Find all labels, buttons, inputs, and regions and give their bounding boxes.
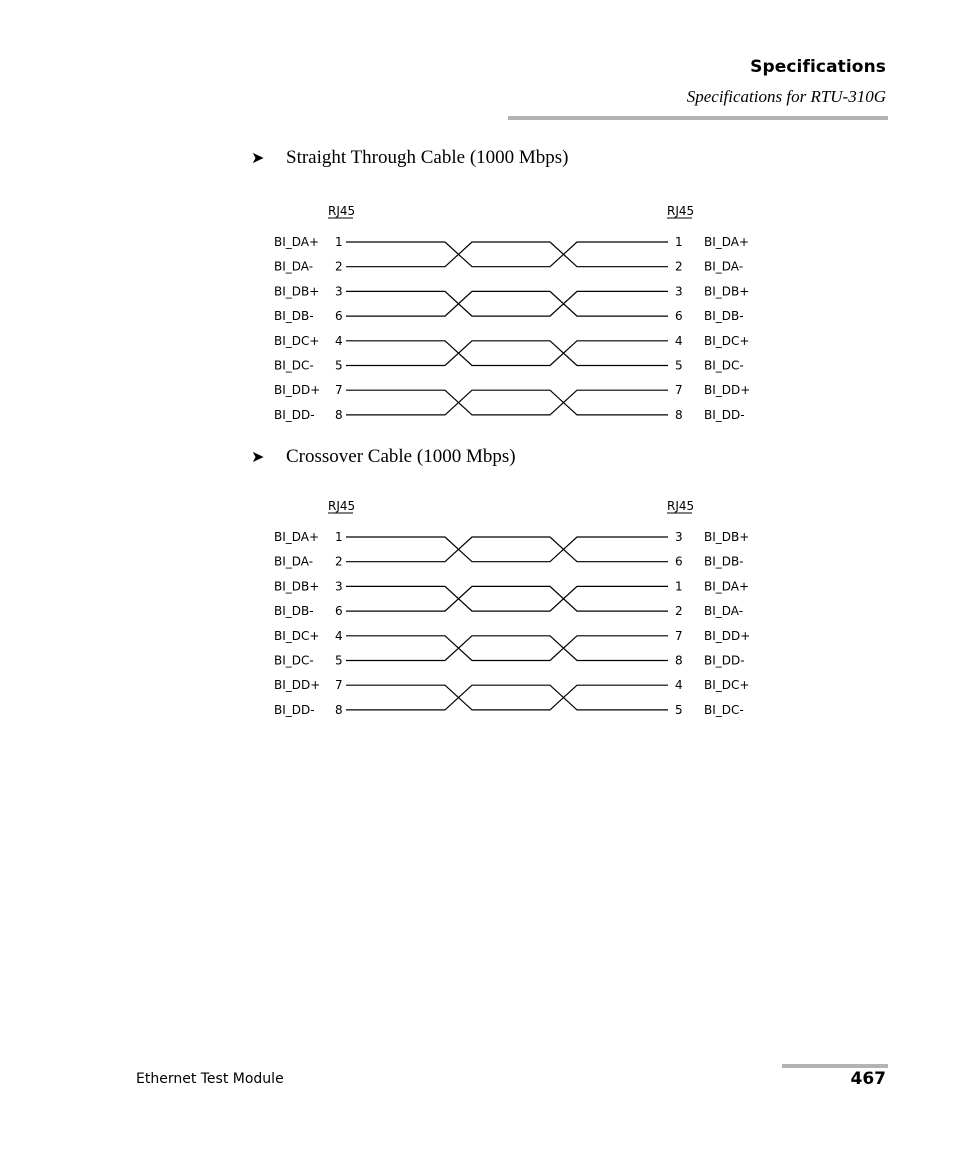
left-pin-number: 4 bbox=[335, 333, 343, 348]
twisted-pair-wire bbox=[346, 537, 668, 562]
right-pin-number: 7 bbox=[675, 383, 683, 398]
twisted-pair-wire bbox=[346, 586, 668, 611]
right-signal-label: BI_DC- bbox=[704, 358, 744, 373]
page-number: 467 bbox=[850, 1069, 886, 1089]
right-signal-label: BI_DA+ bbox=[704, 579, 750, 594]
page-header-subtitle: Specifications for RTU-310G bbox=[686, 87, 886, 106]
right-pin-number: 3 bbox=[675, 284, 683, 299]
right-signal-label: BI_DD- bbox=[704, 407, 745, 422]
right-signal-label: BI_DB+ bbox=[704, 530, 750, 544]
right-pin-number: 8 bbox=[675, 407, 683, 422]
straight-through-wiring-diagram bbox=[0, 198, 954, 433]
arrow-bullet-icon: ➤ bbox=[251, 150, 265, 167]
right-signal-label: BI_DB+ bbox=[704, 284, 750, 299]
left-pin-number: 6 bbox=[335, 309, 343, 324]
right-signal-label: BI_DA+ bbox=[704, 235, 750, 249]
left-pin-number: 1 bbox=[335, 235, 343, 249]
left-pin-number: 1 bbox=[335, 530, 343, 544]
right-signal-label: BI_DD+ bbox=[704, 628, 751, 643]
arrow-bullet-icon: ➤ bbox=[251, 449, 265, 466]
footer-divider bbox=[782, 1064, 888, 1068]
left-connector-label: RJ45 bbox=[328, 204, 356, 218]
left-signal-label: BI_DD- bbox=[274, 702, 315, 717]
twisted-pair-wire bbox=[346, 586, 668, 611]
left-pin-number: 8 bbox=[335, 702, 343, 717]
twisted-pair-wire bbox=[346, 341, 668, 366]
left-signal-label: BI_DC- bbox=[274, 358, 314, 373]
twisted-pair-wire bbox=[346, 537, 668, 562]
right-connector-label: RJ45 bbox=[667, 204, 695, 218]
right-pin-number: 6 bbox=[675, 309, 683, 324]
right-signal-label: BI_DD+ bbox=[704, 383, 751, 398]
left-pin-number: 7 bbox=[335, 678, 343, 693]
twisted-pair-wire bbox=[346, 242, 668, 267]
right-connector-label: RJ45 bbox=[667, 499, 695, 513]
crossover-wiring-diagram bbox=[0, 493, 954, 728]
left-signal-label: BI_DB+ bbox=[274, 579, 320, 594]
left-signal-label: BI_DD+ bbox=[274, 678, 321, 693]
left-signal-label: BI_DD+ bbox=[274, 383, 321, 398]
page-header-title: Specifications bbox=[750, 57, 886, 77]
left-pin-number: 3 bbox=[335, 284, 343, 299]
twisted-pair-wire bbox=[346, 390, 668, 415]
twisted-pair-wire bbox=[346, 291, 668, 316]
right-signal-label: BI_DA- bbox=[704, 604, 744, 619]
right-pin-number: 4 bbox=[675, 678, 683, 693]
right-pin-number: 4 bbox=[675, 333, 683, 348]
twisted-pair-wire bbox=[346, 291, 668, 316]
section-heading-text: Crossover Cable (1000 Mbps) bbox=[286, 446, 516, 467]
left-pin-number: 5 bbox=[335, 358, 343, 373]
left-pin-number: 7 bbox=[335, 383, 343, 398]
twisted-pair-wire bbox=[346, 390, 668, 415]
left-signal-label: BI_DC- bbox=[274, 653, 314, 668]
section-heading-straight-through bbox=[251, 147, 569, 169]
section-heading-crossover bbox=[251, 446, 516, 468]
left-signal-label: BI_DA- bbox=[274, 259, 314, 274]
right-signal-label: BI_DC- bbox=[704, 702, 744, 717]
left-signal-label: BI_DB- bbox=[274, 309, 314, 324]
right-pin-number: 5 bbox=[675, 358, 683, 373]
twisted-pair-wire bbox=[346, 242, 668, 267]
left-signal-label: BI_DA+ bbox=[274, 235, 320, 249]
right-signal-label: BI_DB- bbox=[704, 554, 744, 569]
left-pin-number: 8 bbox=[335, 407, 343, 422]
left-signal-label: BI_DC+ bbox=[274, 333, 320, 348]
left-pin-number: 2 bbox=[335, 554, 343, 569]
left-signal-label: BI_DB+ bbox=[274, 284, 320, 299]
left-pin-number: 4 bbox=[335, 628, 343, 643]
left-pin-number: 5 bbox=[335, 653, 343, 668]
left-connector-label: RJ45 bbox=[328, 499, 356, 513]
twisted-pair-wire bbox=[346, 341, 668, 366]
twisted-pair-wire bbox=[346, 685, 668, 710]
left-signal-label: BI_DC+ bbox=[274, 628, 320, 643]
left-pin-number: 6 bbox=[335, 604, 343, 619]
right-pin-number: 7 bbox=[675, 628, 683, 643]
right-signal-label: BI_DB- bbox=[704, 309, 744, 324]
twisted-pair-wire bbox=[346, 685, 668, 710]
left-signal-label: BI_DA- bbox=[274, 554, 314, 569]
right-pin-number: 2 bbox=[675, 259, 683, 274]
left-signal-label: BI_DA+ bbox=[274, 530, 320, 544]
left-pin-number: 2 bbox=[335, 259, 343, 274]
right-signal-label: BI_DD- bbox=[704, 653, 745, 668]
right-pin-number: 2 bbox=[675, 604, 683, 619]
footer-document-title: Ethernet Test Module bbox=[136, 1071, 284, 1087]
right-pin-number: 1 bbox=[675, 235, 683, 249]
twisted-pair-wire bbox=[346, 636, 668, 661]
right-pin-number: 6 bbox=[675, 554, 683, 569]
right-pin-number: 5 bbox=[675, 702, 683, 717]
left-pin-number: 3 bbox=[335, 579, 343, 594]
left-signal-label: BI_DB- bbox=[274, 604, 314, 619]
right-signal-label: BI_DC+ bbox=[704, 678, 750, 693]
right-signal-label: BI_DA- bbox=[704, 259, 744, 274]
right-pin-number: 3 bbox=[675, 530, 683, 544]
right-pin-number: 8 bbox=[675, 653, 683, 668]
twisted-pair-wire bbox=[346, 636, 668, 661]
left-signal-label: BI_DD- bbox=[274, 407, 315, 422]
right-pin-number: 1 bbox=[675, 579, 683, 594]
section-heading-text: Straight Through Cable (1000 Mbps) bbox=[286, 147, 569, 168]
header-divider bbox=[508, 116, 888, 120]
right-signal-label: BI_DC+ bbox=[704, 333, 750, 348]
